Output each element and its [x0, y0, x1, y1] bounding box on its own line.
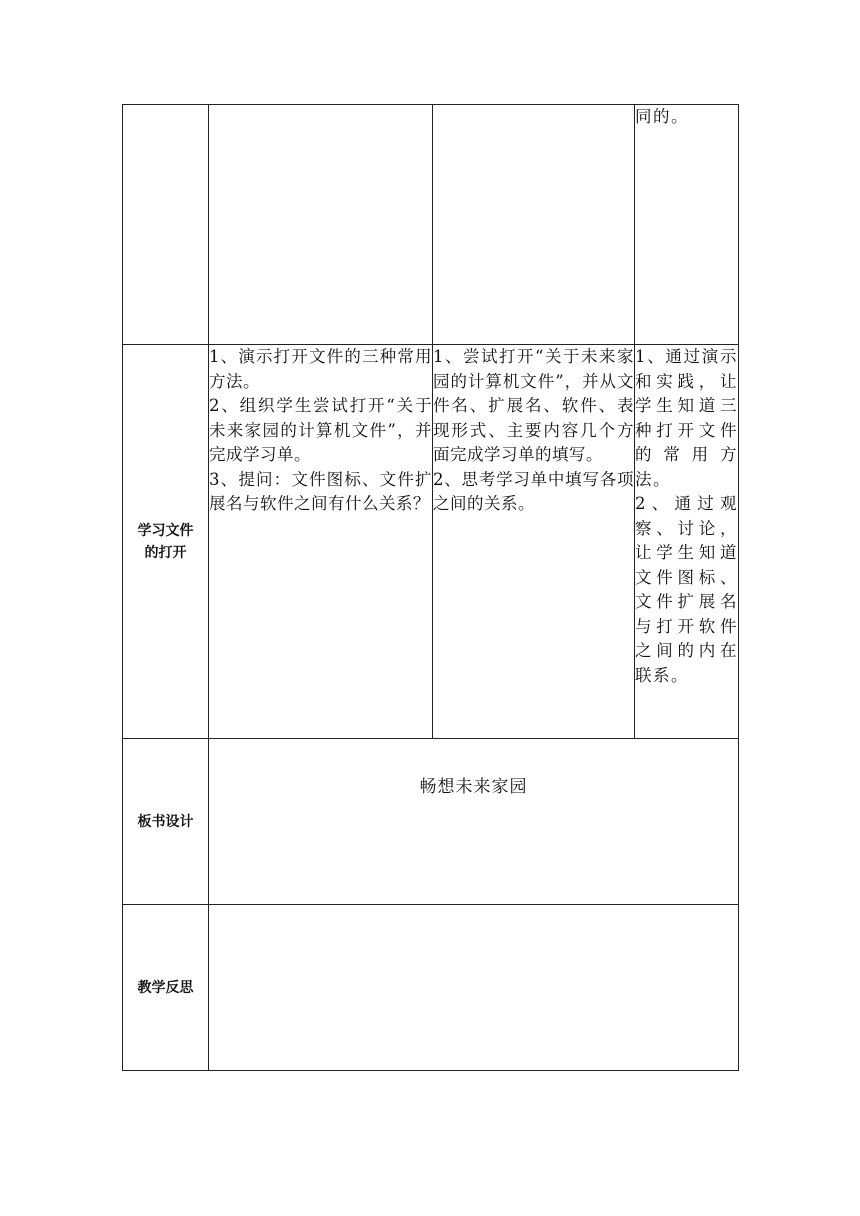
table-row	[123, 105, 739, 345]
reflection-row	[123, 905, 739, 1071]
board-design-title: 畅想未来家园	[419, 777, 528, 797]
design-intent-cell: 1、通过演示和实践，让学生知道三种打开文件的常用方法。 2、通过观察、讨论，让学生知道文件图标、文件扩展名与打开软件之间的内在联系。	[635, 345, 739, 739]
row-label-open-files	[123, 345, 209, 739]
board-design-label: 板书设计	[123, 739, 209, 905]
row-label	[123, 105, 209, 345]
reflection-label: 教学反思	[123, 905, 209, 1071]
board-design-cell	[209, 739, 739, 905]
table-row	[123, 345, 739, 739]
design-intent-cell: 同的。	[635, 105, 739, 345]
lesson-plan-table	[122, 104, 739, 1071]
teacher-activity-cell	[209, 105, 433, 345]
reflection-cell	[209, 905, 739, 1071]
student-activity-cell: 1、尝试打开“关于未来家园的计算机文件”，并从文件名、扩展名、软件、表现形式、主要内容几个方面完成学习单的填写。 2、思考学习单中填写各项之间的关系。	[433, 345, 635, 739]
teacher-activity-cell: 1、演示打开文件的三种常用方法。 2、组织学生尝试打开“关于未来家园的计算机文件”，并完成学习单。 3、提问：文件图标、文件扩展名与软件之间有什么关系？	[209, 345, 433, 739]
row-label-text: 学习文件 的打开	[137, 522, 194, 561]
board-design-row	[123, 739, 739, 905]
student-activity-cell	[433, 105, 635, 345]
